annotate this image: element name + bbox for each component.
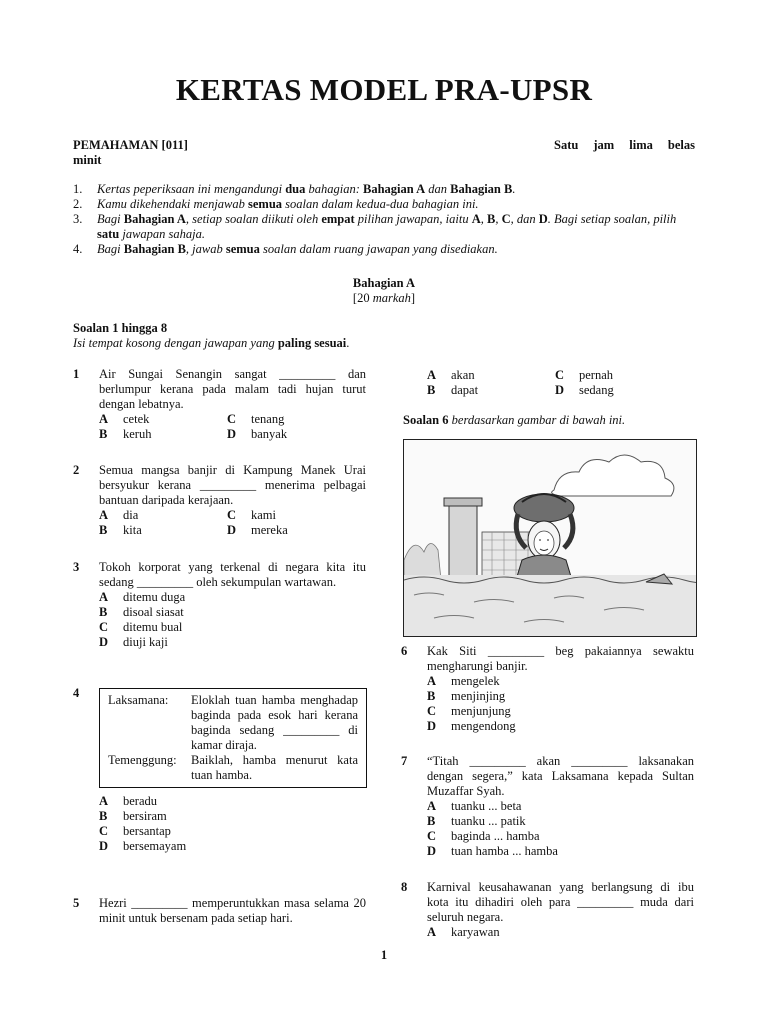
instruction-fragment: A <box>471 212 481 226</box>
option <box>555 383 695 398</box>
options-list <box>99 412 366 442</box>
option <box>99 620 367 635</box>
option <box>427 844 695 859</box>
instruction-fragment: bahagian: <box>305 182 363 196</box>
question-6 <box>401 644 694 734</box>
flood-illustration <box>403 439 697 637</box>
instruction-fragment: Kertas peperiksaan ini mengandungi <box>97 182 286 196</box>
instruction-fragment: B <box>486 212 496 226</box>
question-number: 2 <box>73 463 80 477</box>
option <box>227 427 367 442</box>
instruction-fragment: semua <box>225 242 260 256</box>
option-letter: C <box>99 824 109 838</box>
option <box>99 635 367 650</box>
options-list <box>99 794 366 854</box>
option-letter: D <box>227 523 237 537</box>
option-text: cetek <box>123 412 150 426</box>
question-number: 1 <box>73 367 80 381</box>
question-number: 5 <box>73 896 80 910</box>
dialog-speaker: Laksamana: <box>108 693 169 707</box>
option-text: ditemu bual <box>123 620 183 634</box>
option-text: keruh <box>123 427 152 441</box>
instruction-fragment: , <box>480 212 487 226</box>
question-number: 4 <box>73 686 80 700</box>
instruction-fragment: , setiap soalan diikuti oleh <box>185 212 322 226</box>
question-8 <box>401 880 694 940</box>
question-head <box>401 880 694 925</box>
question-stem: Air Sungai Senangin sangat _________ dan berlumpur kerana pada malam tadi hujan turut dengan lebatnya. <box>99 367 366 411</box>
option <box>427 719 695 734</box>
question-stem: Karnival keusahawanan yang berlangsung di ibu kota itu dihadiri oleh para _________ muda dari seluruh negara. <box>427 880 694 924</box>
instruction-fragment: empat <box>321 212 355 226</box>
option-text: disoal siasat <box>123 605 184 619</box>
instructions-list <box>73 182 693 257</box>
dialog-speaker: Temenggung: <box>108 753 177 767</box>
option-letter: D <box>555 383 565 397</box>
option-text: pernah <box>579 368 614 382</box>
option-letter: D <box>227 427 237 441</box>
instruction-fragment: Kamu dikehendaki menjawab <box>97 197 249 211</box>
option-text: mereka <box>251 523 288 537</box>
instruction-fragment: dan <box>425 182 451 196</box>
option-text: menjunjung <box>451 704 511 718</box>
instruction-fragment: semua <box>248 197 283 211</box>
instruction-number: 1. <box>73 182 83 196</box>
option-text: tenang <box>251 412 285 426</box>
option-text: bersantap <box>123 824 171 838</box>
page-number: 1 <box>380 948 388 962</box>
instruction-text <box>97 212 693 242</box>
question-5 <box>73 896 366 926</box>
option-letter: C <box>555 368 565 382</box>
instruction-fragment: Bagi <box>97 212 124 226</box>
instruction-item <box>73 182 693 197</box>
question-stem: Kak Siti _________ beg pakaiannya sewaktu mengharungi banjir. <box>427 644 694 673</box>
option-letter: A <box>427 799 437 813</box>
subject-code: PEMAHAMAN [011] <box>73 138 188 152</box>
instruction-fragment: Bahagian B <box>450 182 513 196</box>
option <box>99 794 367 809</box>
question-head <box>73 367 366 412</box>
question-stem: Semua mangsa banjir di Kampung Manek Urai bersyukur kerana _________ menerima pelbagai bantuan daripada kerajaan. <box>99 463 366 507</box>
option <box>427 925 695 940</box>
duration <box>554 138 695 153</box>
option <box>99 839 367 854</box>
question-1 <box>73 367 366 442</box>
option-letter: B <box>99 523 108 537</box>
flood-scene-image <box>404 440 696 636</box>
option-letter: C <box>227 412 237 426</box>
instruction-fragment: , dan <box>510 212 539 226</box>
instruction-fragment: Bahagian B <box>123 242 186 256</box>
question-5-options <box>401 368 701 398</box>
question-head <box>73 463 366 508</box>
options-list <box>427 799 694 859</box>
instruction-item <box>73 197 693 212</box>
option <box>227 523 367 538</box>
question-stem: Hezri _________ memperuntukkan masa selama 20 minit untuk bersenam pada setiap hari. <box>99 896 366 925</box>
instruction-fragment: soalan dalam ruang jawapan yang disediakan. <box>259 242 498 256</box>
instruction-fragment: Bahagian A <box>123 212 186 226</box>
option-letter: A <box>427 674 437 688</box>
option-text: mengelek <box>451 674 500 688</box>
option <box>227 412 367 427</box>
option-letter: D <box>99 635 109 649</box>
option-letter: B <box>427 814 436 828</box>
duration-tail: minit <box>73 153 102 167</box>
instruction-item <box>73 212 693 242</box>
option-text: akan <box>451 368 475 382</box>
question-2 <box>73 463 366 538</box>
option-letter: A <box>427 368 437 382</box>
duration-word: belas <box>667 138 695 152</box>
question-head <box>401 754 694 799</box>
option <box>99 523 227 538</box>
dialog-box <box>99 688 367 788</box>
dialog-text: Eloklah tuan hamba menghadap baginda pada esok hari kerana baginda sedang _________ di kamar diraja. <box>191 693 358 752</box>
instruction-text <box>97 197 693 212</box>
option-letter: A <box>427 925 437 939</box>
option <box>427 674 695 689</box>
option-letter: B <box>427 383 436 397</box>
option <box>427 368 555 383</box>
option-text: karyawan <box>451 925 500 939</box>
option-letter: C <box>99 620 109 634</box>
question-number: 8 <box>401 880 408 894</box>
instruction-fragment: Bahagian A <box>362 182 426 196</box>
dialog-line <box>108 753 358 783</box>
question-number: 7 <box>401 754 408 768</box>
question-head <box>73 560 366 590</box>
duration-word: jam <box>593 138 615 152</box>
instruction-fragment: Bagi <box>97 242 124 256</box>
question-4 <box>73 686 366 854</box>
option-letter: A <box>99 794 109 808</box>
option-letter: B <box>99 809 108 823</box>
option-text: bersemayam <box>123 839 187 853</box>
option-text: ditemu duga <box>123 590 186 604</box>
option <box>99 605 367 620</box>
option-text: dia <box>123 508 139 522</box>
option-text: bersiram <box>123 809 167 823</box>
instruction-fragment: satu <box>97 227 120 241</box>
option-text: kita <box>123 523 142 537</box>
option-letter: D <box>427 719 437 733</box>
instruction-fragment: C <box>501 212 511 226</box>
option-letter: D <box>99 839 109 853</box>
dialog-line <box>108 693 358 753</box>
instruction-number: 4. <box>73 242 83 256</box>
option-text: tuanku ... beta <box>451 799 522 813</box>
option-letter: C <box>227 508 237 522</box>
question-number: 3 <box>73 560 80 574</box>
options-list <box>99 590 366 650</box>
question-7 <box>401 754 694 859</box>
option-text: dapat <box>451 383 479 397</box>
option <box>427 704 695 719</box>
options-list <box>99 508 366 538</box>
option <box>99 590 367 605</box>
option-letter: B <box>99 605 108 619</box>
option <box>427 689 695 704</box>
question-stem: “Titah _________ akan _________ laksanakan dengan segera,” kata Laksamana kepada Sultan Muzaffar Syah. <box>427 754 694 798</box>
section-title: Bahagian A <box>352 276 416 290</box>
option <box>99 508 227 523</box>
instruction-fragment: pilihan jawapan, iaitu <box>354 212 472 226</box>
option-text: baginda ... hamba <box>451 829 540 843</box>
option-text: banyak <box>251 427 288 441</box>
option-text: kami <box>251 508 276 522</box>
instruction-number: 3. <box>73 212 83 226</box>
instruction-item <box>73 242 693 257</box>
option <box>427 829 695 844</box>
option-letter: D <box>427 844 437 858</box>
option <box>99 824 367 839</box>
instruction-text <box>97 182 693 197</box>
instruction-fragment: soalan dalam kedua-dua bahagian ini. <box>282 197 479 211</box>
option-letter: C <box>427 704 437 718</box>
option-letter: C <box>427 829 437 843</box>
option-letter: A <box>99 590 109 604</box>
question-3 <box>73 560 366 650</box>
instruction-fragment: D <box>538 212 548 226</box>
section-marks: [20 markah] <box>352 291 416 305</box>
option-text: tuan hamba ... hamba <box>451 844 558 858</box>
option <box>99 809 367 824</box>
instruction-fragment: . <box>512 182 516 196</box>
dialog-text: Baiklah, hamba menurut kata tuan hamba. <box>191 753 358 782</box>
instruction-text <box>97 242 693 257</box>
question-range: Soalan 1 hingga 8 <box>73 321 168 335</box>
option-text: tuanku ... patik <box>451 814 526 828</box>
option-text: diuji kaji <box>123 635 168 649</box>
instruction-fragment: . Bagi setiap soalan, pilih <box>547 212 677 226</box>
question-number: 6 <box>401 644 408 658</box>
instruction-fragment: jawapan sahaja. <box>119 227 206 241</box>
instruction-fragment: dua <box>285 182 306 196</box>
options-list <box>427 674 694 734</box>
option <box>99 427 227 442</box>
instruction-fragment: , jawab <box>185 242 226 256</box>
question-head <box>73 896 366 926</box>
range-instruction: Isi tempat kosong dengan jawapan yang paling sesuai. <box>73 336 350 350</box>
option <box>555 368 695 383</box>
option <box>227 508 367 523</box>
duration-word: Satu <box>554 138 579 152</box>
option-text: beradu <box>123 794 158 808</box>
option-text: menjinjing <box>451 689 506 703</box>
option-letter: A <box>99 508 109 522</box>
instruction-number: 2. <box>73 197 83 211</box>
option <box>99 412 227 427</box>
option <box>427 383 555 398</box>
question-6-intro: Soalan 6 berdasarkan gambar di bawah ini. <box>403 413 626 427</box>
question-stem: Tokoh korporat yang terkenal di negara kita itu sedang _________ oleh sekumpulan wartawan. <box>99 560 366 589</box>
duration-word: lima <box>629 138 653 152</box>
option-text: mengendong <box>451 719 516 733</box>
instruction-fragment: , <box>495 212 502 226</box>
option-letter: B <box>427 689 436 703</box>
option-letter: A <box>99 412 109 426</box>
option <box>427 814 695 829</box>
question-head <box>401 644 694 674</box>
option-letter: B <box>99 427 108 441</box>
page-title: KERTAS MODEL PRA-UPSR <box>175 72 593 107</box>
option <box>427 799 695 814</box>
options-list <box>427 925 694 940</box>
option-text: sedang <box>579 383 614 397</box>
